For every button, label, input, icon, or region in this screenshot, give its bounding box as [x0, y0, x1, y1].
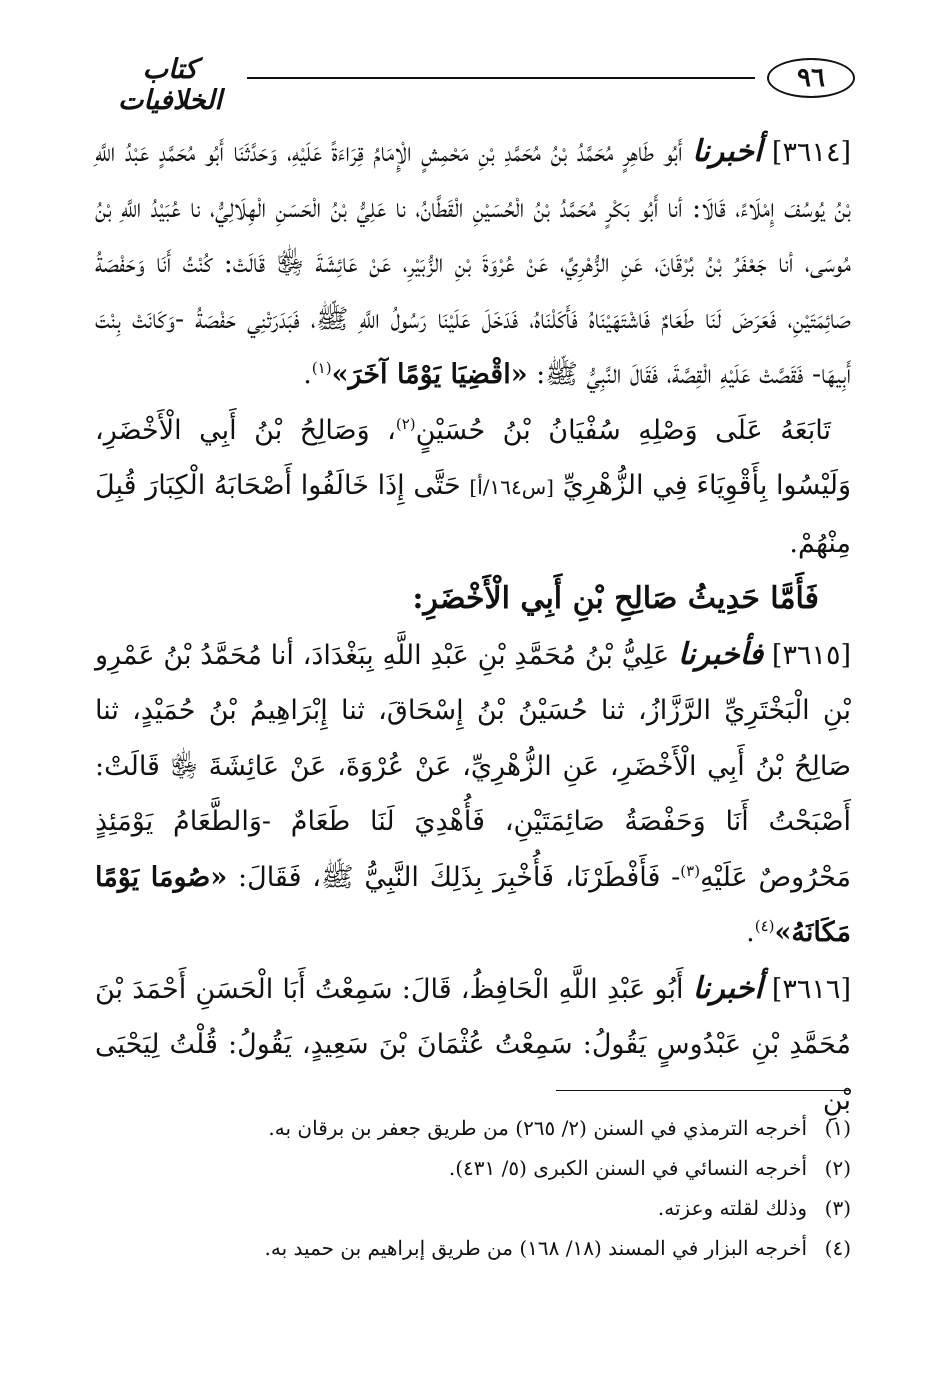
footnote-ref: (١)	[311, 359, 332, 377]
hadith-3616	[95, 961, 851, 1129]
footnote-text: أخرجه البزار في المسند (١٨/ ١٦٨) من طريق إبراهيم بن حميد به.	[264, 1236, 807, 1260]
commentary-text-c: حَتَّى إِذَا خَالَفُوا أَصْحَابَهُ الْكِبَارَ قُبِلَ مِنْهُمْ.	[95, 470, 851, 559]
hadith-text: أَبُو عَبْدِ اللَّهِ الْحَافِظُ، قَالَ: سَمِعْتُ أَبَا الْحَسَنِ أَحْمَدَ بْنَ مُحَمَّدِ بْنِ عَبْدُوسٍ يَقُولُ: سَمِعْتُ عُثْمَانَ بْنَ سَعِيدٍ، يَقُولُ: قُلْتُ لِيَحْيَى بْنِ	[95, 973, 851, 1116]
footnote-text: أخرجه الترمذي في السنن (٢/ ٢٦٥) من طريق جعفر بن برقان به.	[268, 1116, 807, 1140]
footnote-ref: (٢)	[395, 414, 416, 433]
main-text	[95, 124, 851, 1128]
hadith-number: [٣٦١٥]	[771, 639, 851, 671]
commentary-text-a: تَابَعَهُ عَلَى وَصْلِهِ سُفْيَانُ بْنُ حُسَيْنٍ	[415, 414, 831, 446]
footnote-ref: (٤)	[754, 917, 775, 935]
header-rule	[247, 77, 755, 79]
page-number: ٩٦	[767, 58, 855, 98]
footnote-2	[95, 1148, 851, 1188]
narration-keyword: أخبرنا	[692, 970, 763, 1006]
hadith-3614	[95, 124, 851, 403]
footnote-4	[95, 1228, 851, 1268]
footnote-number: (٣)	[824, 1196, 851, 1220]
hadith-text-b: - فَأَفْطَرْنَا، فَأُخْبِرَ بِذَلِكَ النَّبِيُّ ﷺ، فَقَالَ:	[227, 861, 681, 893]
footnote-separator	[556, 1090, 851, 1091]
hadith-3615	[95, 627, 851, 961]
period: .	[746, 917, 755, 948]
footnote-text: وذلك لقلته وعزته.	[657, 1196, 807, 1220]
footnote-number: (١)	[824, 1116, 851, 1140]
narration-keyword: أخبرنا	[692, 134, 763, 169]
hadith-text-a: عَلِيُّ بْنُ مُحَمَّدِ بْنِ عَبْدِ اللَّهِ بِبَغْدَادَ، أنا مُحَمَّدُ بْنُ عَمْرِو بْنِ الْبَخْتَرِيِّ الرَّزَّازُ، ثنا حُسَيْنُ بْنُ إِسْحَاقَ، ثنا إِبْرَاهِيمُ بْنُ حُمَيْدٍ، ثنا صَالِحُ بْنُ أَبِي الْأَخْضَرِ، عَنِ الزُّهْرِيِّ، عَنْ عُرْوَةَ، عَنْ عَائِشَةَ ﵂ قَالَتْ: أَصْبَحْتُ أَنَا وَحَفْصَةُ صَائِمَتَيْنِ، فَأُهْدِيَ لَنَا طَعَامٌ -وَالطَّعَامُ يَوْمَئِذٍ مَحْرُوصٌ عَلَيْهِ	[95, 639, 851, 893]
prophetic-quote: «اقْضِيَا يَوْمًا آخَرَ»	[331, 359, 528, 390]
hadith-number: [٣٦١٦]	[771, 973, 851, 1005]
section-heading: فَأَمَّا حَدِيثُ صَالِحِ بْنِ أَبِي الْأَخْضَرِ:	[412, 581, 819, 616]
manuscript-ref: [س١٦٤/أ]	[469, 475, 554, 499]
footnote-ref: (٣)	[680, 861, 701, 880]
footnote-1	[95, 1108, 851, 1148]
page-header	[95, 50, 855, 116]
commentary-text-b: ، وَصَالِحُ بْنُ أَبِي الْأَخْضَرِ، وَلَيْسُوا بِأَقْوِيَاءَ فِي الزُّهْرِيِّ	[95, 414, 851, 501]
prophetic-quote: «صُومَا يَوْمًا مَكَانَهُ»	[95, 861, 851, 948]
narration-keyword: فأخبرنا	[678, 636, 764, 672]
period: .	[303, 359, 312, 390]
hadith-text: أَبُو طَاهِرٍ مُحَمَّدُ بْنُ مُحَمَّدِ بْنِ مَحْمِشٍ الْإِمَامُ قِرَاءَةً عَلَيْهِ، وَحَدَّثَنَا أَبُو مُحَمَّدٍ عَبْدُ اللَّهِ بْنُ يُوسُفَ إِمْلَاءً، قَالَا: أنا أَبُو بَكْرٍ مُحَمَّدُ بْنُ الْحُسَيْنِ الْقَطَّانُ، نا عَلِيُّ بْنُ الْحَسَنِ الْهِلَالِيُّ، نا عُبَيْدُ اللَّهِ بْنُ مُوسَى، أنا جَعْفَرُ بْنُ بُرْقَانَ، عَنِ الزُّهْرِيِّ، عَنْ عُرْوَةَ بْنِ الزُّبَيْرِ، عَنْ عَائِشَةَ ﵂ قَالَتْ: كُنْتُ أَنَا وَحَفْصَةُ صَائِمَتَيْنِ، فَعَرَضَ لَنَا طَعَامٌ فَاشْتَهَيْنَاهُ فَأَكَلْنَاهُ، فَدَخَلَ عَلَيْنَا رَسُولُ اللَّهِ ﷺ، فَبَدَرَتْنِي حَفْصَةُ -وَكَانَتْ بِنْتَ أَبِيهَا- فَقَصَّتْ عَلَيْهِ الْقِصَّةَ، فَقَالَ النَّبِيُّ ﷺ:	[95, 137, 851, 390]
footnote-number: (٢)	[824, 1156, 851, 1180]
footnote-text: أخرجه النسائي في السنن الكبرى (٥/ ٤٣١).	[448, 1156, 807, 1180]
commentary-paragraph	[95, 403, 851, 572]
footnote-3	[95, 1188, 851, 1228]
book-title: كتاب الخلافيات	[118, 54, 222, 116]
hadith-number: [٣٦١٤]	[771, 137, 851, 168]
footnotes	[95, 1108, 851, 1268]
footnote-number: (٤)	[824, 1236, 851, 1260]
